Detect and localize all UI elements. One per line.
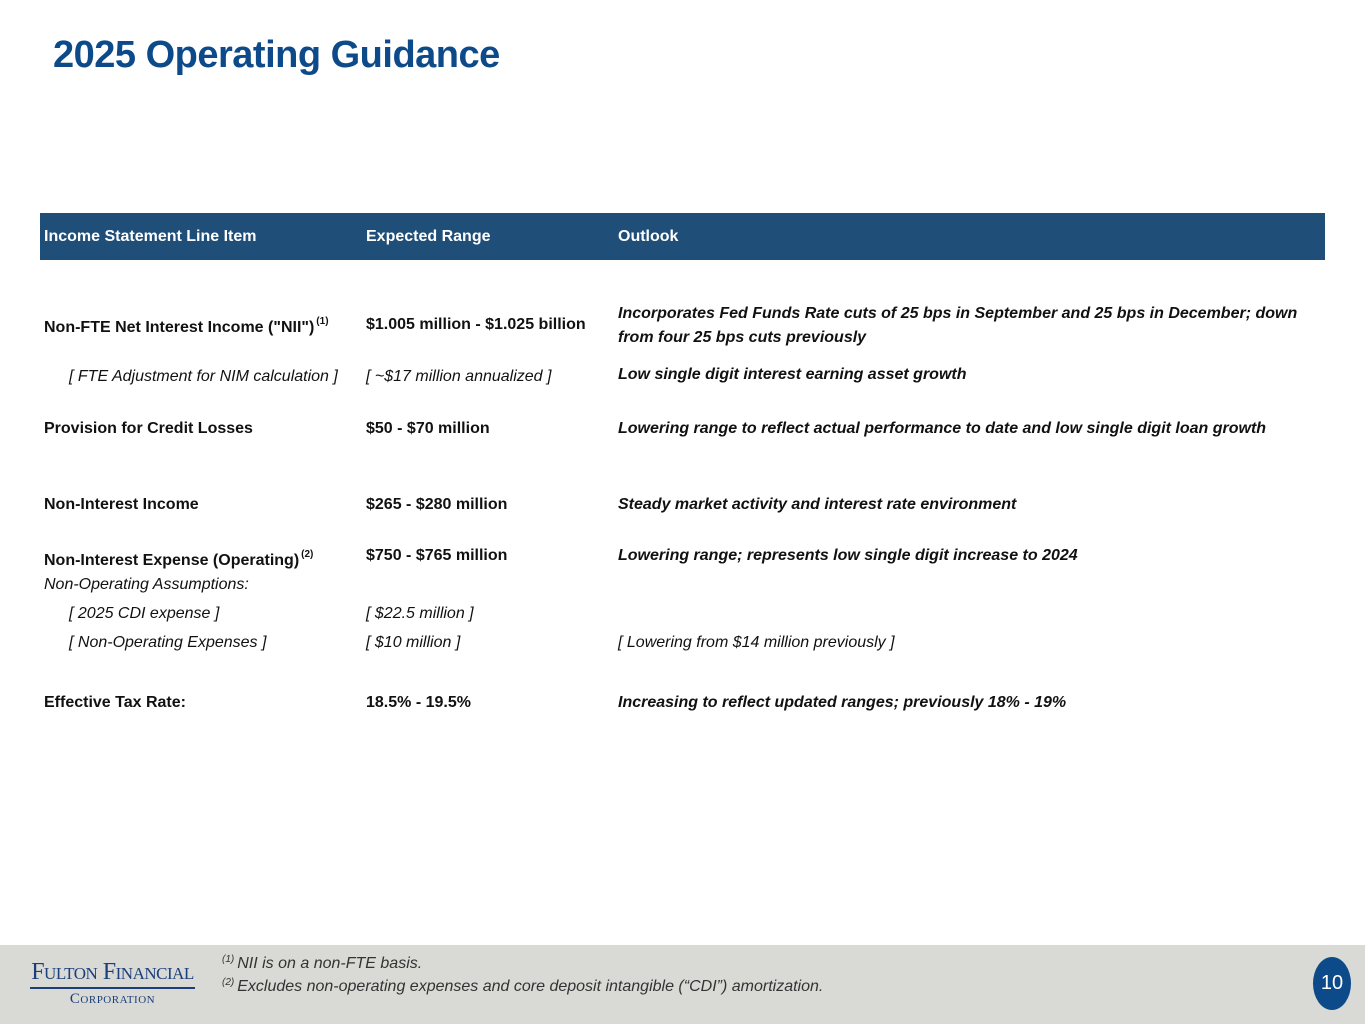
header-outlook: Outlook bbox=[618, 228, 679, 245]
table-header bbox=[40, 213, 1325, 260]
table-row-range: $1.005 million - $1.025 billion bbox=[366, 316, 586, 333]
table-row-outlook: [ Lowering from $14 million previously ] bbox=[618, 634, 895, 651]
page-number-badge: 10 bbox=[1313, 957, 1351, 1010]
table-row-range: [ $22.5 million ] bbox=[366, 605, 474, 622]
table-row-item: Non-FTE Net Interest Income ("NII") $^{(1)}$ bbox=[44, 316, 329, 336]
table-row-item: Effective Tax Rate: bbox=[44, 694, 186, 711]
table-row-range: [ ~$17 million annualized ] bbox=[366, 368, 552, 385]
table-row-outlook: Steady market activity and interest rate environment bbox=[618, 496, 1017, 513]
table-row-range: $50 - $70 million bbox=[366, 420, 490, 437]
page-title: 2025 Operating Guidance bbox=[53, 34, 500, 76]
footnote-2: $^{(2)}$ Excludes non-operating expenses and core deposit intangible (“CDI”) amortization. bbox=[222, 977, 824, 995]
table-row-item: Non-Interest Expense (Operating) $^{(2)}$ bbox=[44, 549, 314, 569]
table-row-range: 18.5% - 19.5% bbox=[366, 694, 471, 711]
table-row-item: Non-Interest Income bbox=[44, 496, 199, 513]
table-row-outlook: Lowering range to reflect actual performance to date and low single digit loan growth bbox=[618, 420, 1267, 437]
company-logo: Fulton Financial Corporation bbox=[31, 959, 194, 1007]
header-expected-range: Expected Range bbox=[366, 228, 491, 245]
table-row-outlook: Incorporates Fed Funds Rate cuts of 25 bps in September and 25 bps in December; down from four 25 bps cuts previously bbox=[618, 305, 1298, 346]
table-row-outlook: Increasing to reflect updated ranges; previously 18% - 19% bbox=[618, 694, 1067, 711]
footnote-1: $^{(1)}$ NII is on a non-FTE basis. bbox=[222, 954, 423, 972]
header-line-item: Income Statement Line Item bbox=[44, 228, 257, 245]
footer-bar bbox=[0, 945, 1365, 1024]
table-row-item: [ FTE Adjustment for NIM calculation ] bbox=[69, 368, 338, 385]
table-row-range: $750 - $765 million bbox=[366, 547, 508, 564]
table-row-outlook: Lowering range; represents low single digit increase to 2024 bbox=[618, 547, 1078, 564]
table-row-range: $265 - $280 million bbox=[366, 496, 508, 513]
table-row-outlook: Low single digit interest earning asset growth bbox=[618, 366, 967, 383]
table-row-range: [ $10 million ] bbox=[366, 634, 461, 651]
table-row-item: [ Non-Operating Expenses ] bbox=[69, 634, 267, 651]
table-row-item: Non-Operating Assumptions: bbox=[44, 576, 249, 593]
table-row-item: Provision for Credit Losses bbox=[44, 420, 253, 437]
table-row-item: [ 2025 CDI expense ] bbox=[69, 605, 220, 622]
